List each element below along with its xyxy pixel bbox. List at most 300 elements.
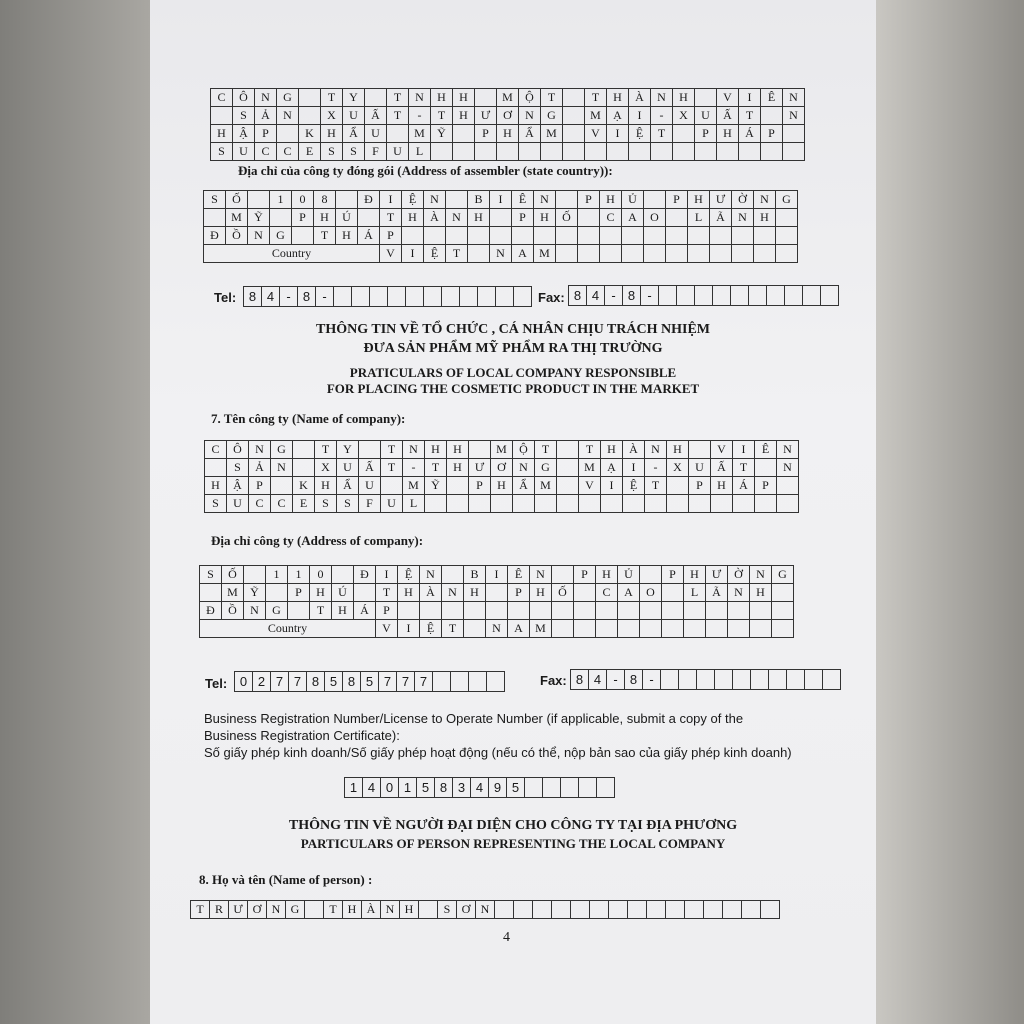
box-cell — [731, 286, 749, 306]
country-cell — [574, 620, 596, 638]
grid-cell: Ơ — [491, 459, 513, 477]
grid-cell: H — [711, 477, 733, 495]
box-cell — [823, 670, 841, 690]
country-cell: T — [442, 620, 464, 638]
grid-cell: C — [600, 209, 622, 227]
grid-cell: P — [689, 477, 711, 495]
box-cell — [478, 287, 496, 307]
grid-cell — [293, 441, 315, 459]
grid-cell: P — [578, 191, 600, 209]
grid-cell: S — [343, 143, 365, 161]
company-tel-label: Tel: — [205, 676, 228, 691]
grid-cell — [292, 227, 314, 245]
country-cell — [754, 245, 776, 263]
grid-cell — [358, 209, 380, 227]
grid-cell: X — [667, 459, 689, 477]
grid-cell — [469, 495, 491, 513]
grid-cell — [563, 125, 585, 143]
grid-cell: S — [205, 495, 227, 513]
grid-cell — [486, 584, 508, 602]
grid-cell: C — [211, 89, 233, 107]
grid-cell: P — [574, 566, 596, 584]
grid-cell: N — [267, 901, 286, 919]
grid-cell: K — [299, 125, 321, 143]
grid-cell — [495, 901, 514, 919]
grid-cell — [513, 495, 535, 513]
grid-cell: F — [365, 143, 387, 161]
grid-cell: Đ — [200, 602, 222, 620]
grid-cell: K — [293, 477, 315, 495]
box-cell: - — [605, 286, 623, 306]
grid-cell: Ấ — [711, 459, 733, 477]
box-cell: 8 — [571, 670, 589, 690]
grid-cell — [491, 495, 513, 513]
grid-cell: H — [717, 125, 739, 143]
country-cell — [728, 620, 750, 638]
grid-cell: Y — [343, 89, 365, 107]
box-cell: 0 — [235, 672, 253, 692]
grid-cell: S — [227, 459, 249, 477]
grid-cell: H — [497, 125, 519, 143]
grid-cell: Ơ — [248, 901, 267, 919]
grid-cell — [266, 584, 288, 602]
grid-cell: H — [607, 89, 629, 107]
grid-cell — [419, 901, 438, 919]
grid-cell: H — [673, 89, 695, 107]
box-cell: 8 — [435, 778, 453, 798]
grid-cell — [710, 227, 732, 245]
grid-cell: H — [688, 191, 710, 209]
background-left — [0, 0, 150, 1024]
box-cell: 7 — [415, 672, 433, 692]
box-cell — [695, 286, 713, 306]
grid-cell: Ố — [226, 191, 248, 209]
grid-cell — [761, 107, 783, 125]
grid-cell: - — [403, 459, 425, 477]
country-cell — [710, 245, 732, 263]
grid-cell: H — [491, 477, 513, 495]
grid-cell: Ờ — [728, 566, 750, 584]
grid-cell: N — [645, 441, 667, 459]
box-cell: 8 — [307, 672, 325, 692]
box-cell — [597, 778, 615, 798]
person-label: 8. Họ và tên (Name of person) : — [199, 872, 373, 887]
box-cell — [370, 287, 388, 307]
country-cell — [666, 245, 688, 263]
grid-cell — [271, 477, 293, 495]
country-cell: A — [512, 245, 534, 263]
grid-cell: I — [739, 89, 761, 107]
grid-cell — [673, 125, 695, 143]
grid-cell: H — [453, 107, 475, 125]
grid-cell — [688, 227, 710, 245]
country-cell: Ệ — [420, 620, 442, 638]
grid-cell: N — [530, 566, 552, 584]
grid-cell: - — [651, 107, 673, 125]
grid-cell: T — [387, 89, 409, 107]
grid-cell — [704, 901, 723, 919]
box-cell — [751, 670, 769, 690]
grid-cell — [733, 495, 755, 513]
grid-cell: - — [409, 107, 431, 125]
grid-cell: C — [249, 495, 271, 513]
country-cell — [464, 620, 486, 638]
grid-cell: T — [381, 441, 403, 459]
box-cell: - — [643, 670, 661, 690]
country-cell: V — [380, 245, 402, 263]
grid-cell — [354, 584, 376, 602]
grid-cell — [293, 459, 315, 477]
grid-cell: I — [629, 107, 651, 125]
local-heading-vi-2: ĐƯA SẢN PHẨM MỸ PHẨM RA THỊ TRƯỜNG — [363, 341, 663, 356]
grid-cell: I — [490, 191, 512, 209]
grid-cell: M — [403, 477, 425, 495]
grid-cell: Ấ — [365, 107, 387, 125]
grid-cell: Á — [733, 477, 755, 495]
grid-cell: T — [431, 107, 453, 125]
grid-cell: Ậ — [227, 477, 249, 495]
grid-cell: T — [645, 477, 667, 495]
grid-cell — [662, 584, 684, 602]
grid-cell: Ố — [552, 584, 574, 602]
box-cell — [487, 672, 505, 692]
brn-text-2: Business Registration Certificate): — [204, 728, 400, 743]
company-fax-boxes — [570, 669, 841, 690]
grid-cell: À — [420, 584, 442, 602]
grid-cell — [776, 209, 798, 227]
grid-cell: X — [315, 459, 337, 477]
grid-cell: T — [541, 89, 563, 107]
grid-cell: H — [530, 584, 552, 602]
box-cell — [803, 286, 821, 306]
grid-cell — [711, 495, 733, 513]
grid-cell — [205, 459, 227, 477]
grid-cell: Y — [337, 441, 359, 459]
grid-cell: U — [337, 459, 359, 477]
box-cell: 0 — [381, 778, 399, 798]
grid-cell — [204, 209, 226, 227]
grid-cell: Ư — [469, 459, 491, 477]
grid-cell — [305, 901, 324, 919]
grid-cell — [211, 107, 233, 125]
grid-cell: 1 — [288, 566, 310, 584]
grid-cell: N — [754, 191, 776, 209]
grid-cell — [578, 209, 600, 227]
grid-cell: C — [271, 495, 293, 513]
brn-boxes — [344, 777, 615, 798]
box-cell — [697, 670, 715, 690]
country-cell — [578, 245, 600, 263]
grid-cell: I — [486, 566, 508, 584]
assembler-tel-label: Tel: — [214, 290, 237, 305]
grid-cell: C — [205, 441, 227, 459]
grid-cell — [475, 143, 497, 161]
grid-cell: H — [211, 125, 233, 143]
grid-cell: P — [288, 584, 310, 602]
grid-cell — [486, 602, 508, 620]
grid-cell: L — [688, 209, 710, 227]
grid-cell: H — [750, 584, 772, 602]
box-cell: 7 — [397, 672, 415, 692]
person-name-grid — [190, 900, 780, 919]
grid-cell — [556, 227, 578, 245]
grid-cell: T — [380, 209, 402, 227]
grid-cell — [490, 209, 512, 227]
grid-cell: U — [343, 107, 365, 125]
company-tel-boxes — [234, 671, 505, 692]
grid-cell: S — [321, 143, 343, 161]
grid-cell: H — [321, 125, 343, 143]
grid-cell — [579, 495, 601, 513]
grid-cell: S — [204, 191, 226, 209]
grid-cell — [685, 901, 704, 919]
grid-cell — [601, 495, 623, 513]
company-address-label: Địa chỉ công ty (Address of company): — [211, 533, 424, 548]
box-cell: 2 — [253, 672, 271, 692]
grid-cell: H — [343, 901, 362, 919]
country-cell: I — [402, 245, 424, 263]
grid-cell: N — [271, 459, 293, 477]
grid-cell: N — [277, 107, 299, 125]
grid-cell — [420, 602, 442, 620]
grid-cell: T — [585, 89, 607, 107]
grid-cell: Ấ — [359, 459, 381, 477]
grid-cell — [695, 89, 717, 107]
grid-cell: 0 — [310, 566, 332, 584]
grid-cell — [695, 143, 717, 161]
grid-cell: B — [464, 566, 486, 584]
grid-cell: T — [376, 584, 398, 602]
grid-cell: G — [277, 89, 299, 107]
grid-cell: C — [596, 584, 618, 602]
box-cell — [496, 287, 514, 307]
grid-cell: T — [191, 901, 210, 919]
country-cell — [622, 245, 644, 263]
grid-cell: T — [314, 227, 336, 245]
grid-cell: T — [579, 441, 601, 459]
grid-cell: Á — [354, 602, 376, 620]
box-cell: 5 — [507, 778, 525, 798]
assembler-tel-boxes — [243, 286, 532, 307]
grid-cell — [402, 227, 424, 245]
grid-cell: P — [662, 566, 684, 584]
grid-cell — [431, 143, 453, 161]
grid-cell: N — [420, 566, 442, 584]
grid-cell: H — [596, 566, 618, 584]
grid-cell — [723, 901, 742, 919]
grid-cell: Ê — [512, 191, 534, 209]
grid-cell: H — [332, 602, 354, 620]
grid-cell — [447, 495, 469, 513]
grid-cell: P — [475, 125, 497, 143]
grid-cell: Ồ — [226, 227, 248, 245]
box-cell: 4 — [363, 778, 381, 798]
box-cell: 8 — [623, 286, 641, 306]
grid-cell — [552, 602, 574, 620]
grid-cell: Ố — [556, 209, 578, 227]
grid-cell: H — [534, 209, 556, 227]
box-cell — [561, 778, 579, 798]
grid-cell: P — [376, 602, 398, 620]
grid-cell: Ơ — [457, 901, 476, 919]
grid-cell — [645, 495, 667, 513]
box-cell: 3 — [453, 778, 471, 798]
grid-cell — [761, 901, 780, 919]
grid-cell — [563, 107, 585, 125]
country-cell — [600, 245, 622, 263]
assembler-name-grid — [210, 88, 805, 161]
grid-cell: X — [321, 107, 343, 125]
country-cell: Ệ — [424, 245, 446, 263]
grid-cell: V — [585, 125, 607, 143]
grid-cell: N — [534, 191, 556, 209]
grid-cell — [244, 566, 266, 584]
grid-cell — [609, 901, 628, 919]
box-cell — [460, 287, 478, 307]
box-cell — [442, 287, 460, 307]
grid-cell: Ẩ — [513, 477, 535, 495]
company-fax-label: Fax: — [540, 673, 567, 688]
grid-cell — [640, 566, 662, 584]
company-name-grid — [204, 440, 799, 513]
country-cell — [552, 620, 574, 638]
grid-cell — [557, 495, 579, 513]
grid-cell: H — [310, 584, 332, 602]
grid-cell: Ệ — [623, 477, 645, 495]
company-address-grid — [199, 565, 794, 638]
grid-cell: C — [277, 143, 299, 161]
grid-cell — [689, 441, 711, 459]
grid-cell — [777, 477, 799, 495]
grid-cell: X — [673, 107, 695, 125]
grid-cell — [469, 441, 491, 459]
grid-cell — [590, 901, 609, 919]
box-cell: 8 — [244, 287, 262, 307]
rep-heading-vi: THÔNG TIN VỀ NGƯỜI ĐẠI DIỆN CHO CÔNG TY TẠI ĐỊA PHƯƠNG — [288, 818, 738, 833]
grid-cell: Ã — [710, 209, 732, 227]
grid-cell: S — [211, 143, 233, 161]
grid-cell — [750, 602, 772, 620]
box-cell: 9 — [489, 778, 507, 798]
grid-cell — [299, 89, 321, 107]
country-cell: N — [486, 620, 508, 638]
grid-cell: N — [446, 209, 468, 227]
grid-cell: N — [476, 901, 495, 919]
grid-cell: S — [315, 495, 337, 513]
grid-cell — [732, 227, 754, 245]
grid-cell: I — [380, 191, 402, 209]
grid-cell — [552, 566, 574, 584]
grid-cell — [200, 584, 222, 602]
grid-cell — [475, 89, 497, 107]
grid-cell: M — [222, 584, 244, 602]
grid-cell — [519, 143, 541, 161]
grid-cell: M — [579, 459, 601, 477]
country-cell — [640, 620, 662, 638]
grid-cell: N — [783, 107, 805, 125]
grid-cell: Ỹ — [425, 477, 447, 495]
grid-cell — [783, 125, 805, 143]
grid-cell: Ô — [233, 89, 255, 107]
grid-cell: H — [314, 209, 336, 227]
grid-cell: Ạ — [601, 459, 623, 477]
grid-cell: P — [380, 227, 402, 245]
box-cell: 8 — [298, 287, 316, 307]
box-cell — [352, 287, 370, 307]
grid-cell: À — [629, 89, 651, 107]
grid-cell: Ạ — [607, 107, 629, 125]
grid-cell — [332, 566, 354, 584]
grid-cell — [530, 602, 552, 620]
page-number: 4 — [503, 930, 510, 945]
grid-cell — [706, 602, 728, 620]
grid-cell — [398, 602, 420, 620]
grid-cell: À — [424, 209, 446, 227]
grid-cell — [453, 143, 475, 161]
grid-cell — [557, 477, 579, 495]
grid-cell — [717, 143, 739, 161]
grid-cell — [270, 209, 292, 227]
grid-cell: L — [403, 495, 425, 513]
grid-cell: Ẩ — [519, 125, 541, 143]
grid-cell — [464, 602, 486, 620]
grid-cell: Ư — [710, 191, 732, 209]
grid-cell: 8 — [314, 191, 336, 209]
grid-cell: F — [359, 495, 381, 513]
grid-cell — [578, 227, 600, 245]
grid-cell: H — [431, 89, 453, 107]
grid-cell: Ô — [227, 441, 249, 459]
grid-cell: Đ — [358, 191, 380, 209]
box-cell: 8 — [569, 286, 587, 306]
grid-cell: R — [210, 901, 229, 919]
grid-cell: P — [695, 125, 717, 143]
grid-cell: M — [409, 125, 431, 143]
grid-cell: Ộ — [519, 89, 541, 107]
box-cell: 8 — [343, 672, 361, 692]
grid-cell — [442, 602, 464, 620]
grid-cell: N — [249, 441, 271, 459]
grid-cell: 1 — [270, 191, 292, 209]
grid-cell — [424, 227, 446, 245]
box-cell: - — [280, 287, 298, 307]
grid-cell — [574, 602, 596, 620]
grid-cell — [248, 191, 270, 209]
grid-cell: Ư — [475, 107, 497, 125]
grid-cell — [600, 227, 622, 245]
grid-cell — [742, 901, 761, 919]
box-cell — [424, 287, 442, 307]
grid-cell: Ỹ — [431, 125, 453, 143]
local-heading-vi-1: THÔNG TIN VỀ TỔ CHỨC , CÁ NHÂN CHỊU TRÁCH NHIỆM — [316, 322, 710, 337]
box-cell: 7 — [379, 672, 397, 692]
grid-cell: Ậ — [233, 125, 255, 143]
grid-cell: T — [381, 459, 403, 477]
grid-cell: I — [376, 566, 398, 584]
grid-cell: S — [233, 107, 255, 125]
grid-cell: U — [359, 477, 381, 495]
grid-cell: H — [400, 901, 419, 919]
grid-cell: I — [623, 459, 645, 477]
grid-cell: U — [695, 107, 717, 125]
grid-cell: P — [755, 477, 777, 495]
grid-cell — [777, 495, 799, 513]
grid-cell: T — [324, 901, 343, 919]
grid-cell: T — [321, 89, 343, 107]
grid-cell: N — [244, 602, 266, 620]
box-cell — [805, 670, 823, 690]
grid-cell — [618, 602, 640, 620]
